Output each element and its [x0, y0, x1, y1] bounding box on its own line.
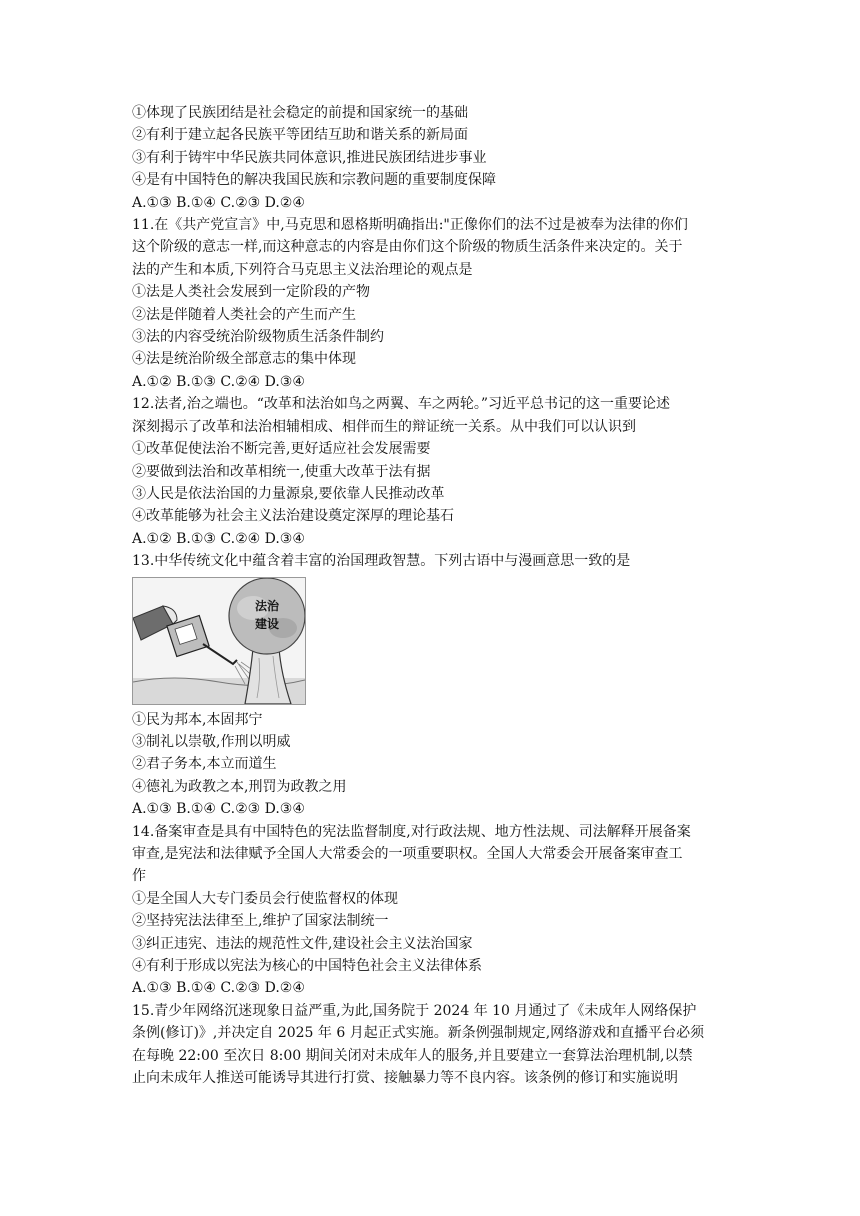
- q10-option-3: ③有利于铸牢中华民族共同体意识,推进民族团结进步事业: [132, 149, 487, 166]
- q12-stem-line-2: 深刻揭示了改革和法治相辅相成、相伴而生的辩证统一关系。从中我们可以认识到: [132, 418, 636, 435]
- q15-stem-line-4: 止向未成年人推送可能诱导其进行打赏、接触暴力等不良内容。该条例的修订和实施说明: [132, 1070, 678, 1087]
- cartoon-label-line-1: 法治: [255, 598, 280, 613]
- q14-stem-line-3: 作: [132, 868, 146, 885]
- q13-stem: 13.中华传统文化中蕴含着丰富的治国理政智慧。下列古语中与漫画意思一致的是: [132, 553, 631, 570]
- q11-answer-choices: A.①② B.①③ C.②④ D.③④: [132, 373, 305, 390]
- q11-option-1: ①法是人类社会发展到一定阶段的产物: [132, 284, 370, 301]
- q11-option-4: ④法是统治阶级全部意志的集中体现: [132, 351, 356, 368]
- q12-option-4: ④改革能够为社会主义法治建设奠定深厚的理论基石: [132, 508, 454, 525]
- q11-stem-line-3: 法的产生和本质,下列符合马克思主义法治理论的观点是: [132, 261, 473, 278]
- q14-answer-choices: A.①③ B.①④ C.②③ D.②④: [132, 980, 305, 997]
- q14-stem-line-2: 审查,是宪法和法律赋予全国人大常委会的一项重要职权。全国人大常委会开展备案审查工: [132, 845, 683, 862]
- q12-option-1: ①改革促使法治不断完善,更好适应社会发展需要: [132, 441, 431, 458]
- q15-stem-line-1: 15.青少年网络沉迷现象日益严重,为此,国务院于 2024 年 10 月通过了《未成年人网络保护: [132, 1002, 697, 1019]
- q11-stem-line-2: 这个阶级的意志一样,而这种意志的内容是由你们这个阶级的物质生活条件来决定的。关于: [132, 239, 683, 256]
- q13-option-1: ①民为邦本,本固邦宁: [132, 711, 263, 728]
- q12-answer-choices: A.①② B.①③ C.②④ D.③④: [132, 530, 305, 547]
- q14-stem-line-1: 14.备案审查是具有中国特色的宪法监督制度,对行政法规、地方性法规、司法解释开展备案: [132, 823, 691, 840]
- q10-answer-choices: A.①③ B.①④ C.②③ D.②④: [132, 194, 305, 211]
- cartoon-illustration: [133, 578, 305, 704]
- q14-option-4: ④有利于形成以宪法为核心的中国特色社会主义法律体系: [132, 958, 482, 974]
- q15-stem-line-3: 在每晚 22:00 至次日 8:00 期间关闭对未成年人的服务,并且要建立一套算法治理机制,以禁: [132, 1047, 693, 1064]
- q13-option-3: ③制礼以崇敬,作刑以明威: [132, 733, 291, 750]
- q13-option-2: ②君子务本,本立而道生: [132, 756, 277, 773]
- q10-option-1: ①体现了民族团结是社会稳定的前提和国家统一的基础: [132, 105, 468, 121]
- q11-option-2: ②法是伴随着人类社会的产生而产生: [132, 306, 356, 323]
- q13-answer-choices: A.①③ B.①④ C.②③ D.③④: [132, 801, 305, 818]
- q10-option-2: ②有利于建立起各民族平等团结互助和谐关系的新局面: [132, 127, 468, 144]
- question-content: [132, 102, 732, 1089]
- cartoon-label-line-2: 建设: [255, 616, 280, 631]
- q14-option-2: ②坚持宪法法律至上,维护了国家法制统一: [132, 913, 389, 930]
- q11-option-3: ③法的内容受统治阶级物质生活条件制约: [132, 329, 384, 346]
- q14-option-3: ③纠正违宪、违法的规范性文件,建设社会主义法治国家: [132, 935, 473, 952]
- q12-option-2: ②要做到法治和改革相统一,使重大改革于法有据: [132, 463, 431, 480]
- q12-stem-line-1: 12.法者,治之端也。“改革和法治如鸟之两翼、车之两轮。”习近平总书记的这一重要论述: [132, 396, 671, 413]
- q13-option-4: ④德礼为政教之本,刑罚为政教之用: [132, 778, 347, 795]
- q14-option-1: ①是全国人大专门委员会行使监督权的体现: [132, 890, 398, 907]
- q10-option-4: ④是有中国特色的解决我国民族和宗教问题的重要制度保障: [132, 172, 496, 189]
- q12-option-3: ③人民是依法治国的力量源泉,要依靠人民推动改革: [132, 485, 445, 502]
- q15-stem-line-2: 条例(修订)》,并决定自 2025 年 6 月起正式实施。新条例强制规定,网络游戏和直播平台必须: [132, 1025, 705, 1042]
- q11-stem-line-1: 11.在《共产党宣言》中,马克思和恩格斯明确指出:"正像你们的法不过是被奉为法律的你们: [132, 217, 688, 234]
- law-construction-cartoon: [132, 577, 306, 705]
